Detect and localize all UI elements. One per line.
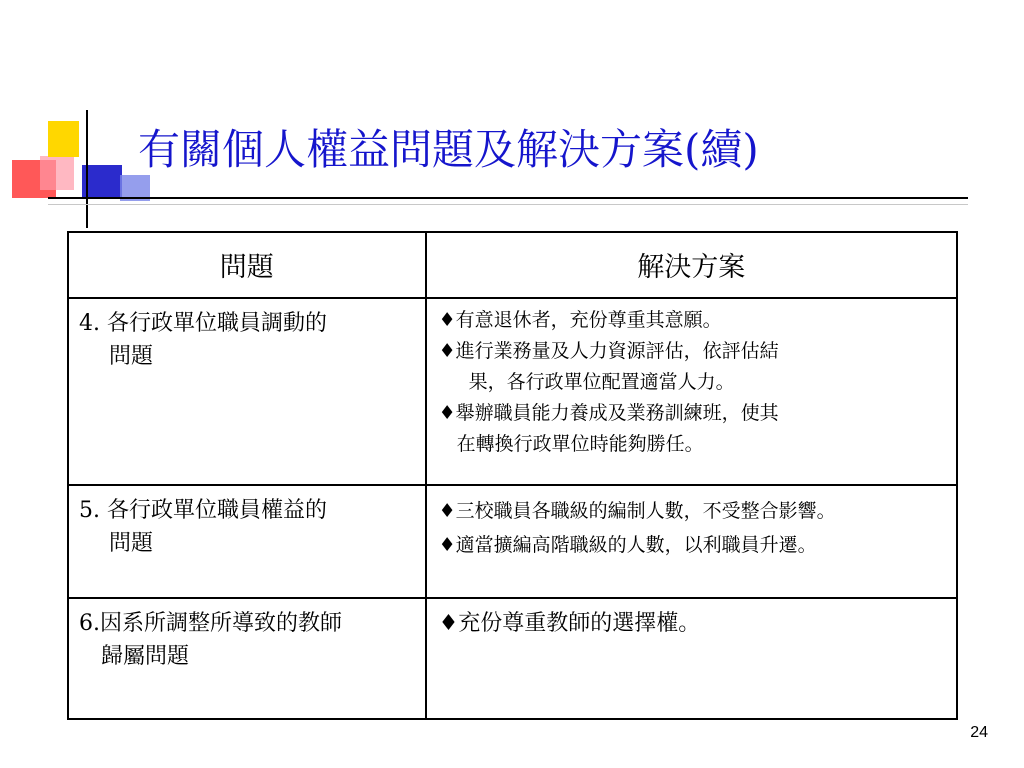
table-row [68,485,957,598]
page-number: 24 [970,724,988,741]
solution-item: ♦舉辦職員能力養成及業務訓練班，使其 [438,401,779,424]
header-solution: 解決方案 [426,232,957,298]
problem-text: 4. 各行政單位職員調動的 [79,310,327,336]
solution-item: ♦進行業務量及人力資源評估，依評估結 [438,339,779,362]
problem-text: 歸屬問題 [101,643,190,669]
problem-text: 問題 [109,531,154,557]
solution-item: ♦充份尊重教師的選擇權。 [438,610,701,636]
solution-cell [426,598,957,719]
issues-table [67,231,958,720]
solution-item-continuation: 果，各行政單位配置適當人力。 [468,370,735,393]
table-row [68,298,957,486]
decorative-square-pink [40,156,74,190]
solution-item: ♦三校職員各職級的編制人數，不受整合影響。 [438,500,836,523]
title-underline [48,197,968,199]
table-header-row [68,232,957,298]
problem-cell [68,298,426,486]
solution-cell [426,485,957,598]
problem-text: 5. 各行政單位職員權益的 [79,498,327,524]
problem-text: 問題 [109,343,154,369]
decorative-square-yellow [48,121,79,157]
slide-title: 有關個人權益問題及解決方案(續) [138,125,759,174]
decorative-square-blue [82,165,122,199]
solution-item: ♦有意退休者，充份尊重其意願。 [438,308,722,331]
problem-text: 6.因系所調整所導致的教師 [79,610,342,636]
solution-cell [426,298,957,486]
solution-item-continuation: 在轉換行政單位時能夠勝任。 [456,432,704,455]
problem-cell [68,485,426,598]
header-problem: 問題 [68,232,426,298]
problem-cell [68,598,426,719]
decorative-vertical-line [86,110,88,228]
solution-item: ♦適當擴編高階職級的人數，以利職員升遷。 [438,534,817,557]
table-row [68,598,957,719]
title-underline-shadow [48,204,968,205]
